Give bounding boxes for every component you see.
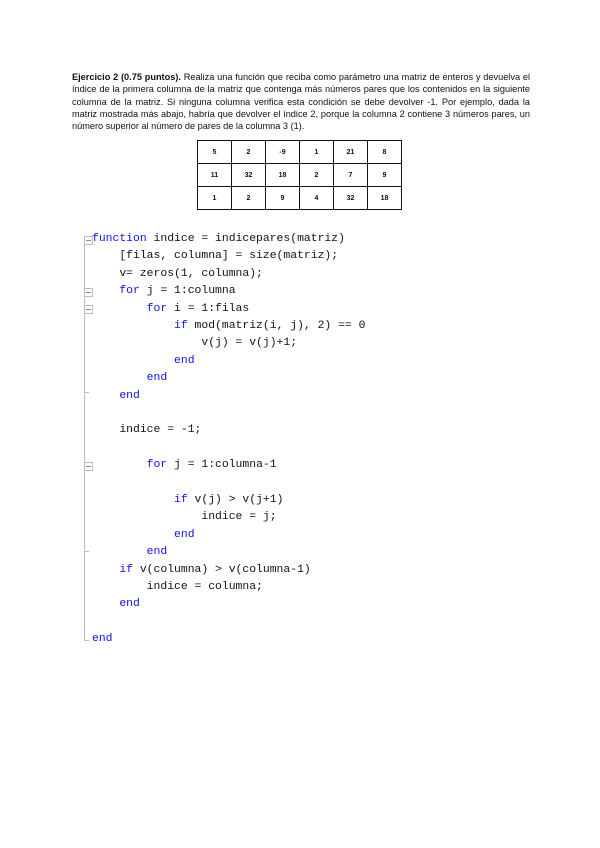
code-line (92, 596, 140, 613)
matrix-row (198, 141, 402, 164)
code-line (92, 248, 338, 265)
code-line (92, 318, 365, 335)
code-text: indice = indicepares(matriz) (146, 233, 345, 245)
code-text: j = 1:columna-1 (167, 459, 277, 472)
fold-end-marker (84, 640, 89, 641)
matrix-cell: 4 (300, 187, 334, 210)
exercise-body: Realiza una función que reciba como parámetro una matriz de enteros y devuelva el índice de la primera columna de la matriz que contenga más números pares que los contenidos en la siguiente columna de la matriz. Si ninguna columna verifica esta condición se debe devolver -1. Por ejemplo, dada la matriz mostrada más abajo, habría que devolver el índice 2, porque la columna 2 contiene 3 números pares, un número superior al número de pares de la columna 3 (1). (72, 72, 530, 132)
matrix-cell: 2 (232, 187, 266, 210)
code-keyword: end (92, 528, 195, 541)
code-keyword: end (92, 389, 140, 402)
code-keyword: end (92, 546, 168, 559)
code-line (92, 335, 297, 352)
code-line (92, 631, 113, 648)
matrix-cell: 11 (198, 164, 232, 187)
matrix-cell: 32 (334, 187, 368, 210)
code-text: indice = -1; (92, 424, 202, 437)
code-text: v= zeros(1, columna); (92, 267, 263, 280)
code-text: v(columna) > v(columna-1) (133, 563, 311, 576)
code-line (92, 527, 195, 544)
matrix-cell: 9 (368, 164, 402, 187)
matrix-cell: 18 (266, 164, 300, 187)
code-keyword: if (92, 494, 188, 506)
exercise-statement (72, 71, 530, 132)
matrix-cell: 21 (334, 141, 368, 164)
matrix-row (198, 187, 402, 210)
code-line (92, 353, 195, 370)
code-line (92, 562, 311, 579)
matrix-cell: 1 (198, 187, 232, 210)
code-keyword: for (92, 285, 140, 298)
fold-end-marker (84, 551, 89, 552)
code-keyword: for (92, 302, 168, 315)
code-text: [filas, columna] = size(matriz); (92, 250, 339, 263)
code-keyword: for (92, 459, 168, 472)
code-line (92, 266, 263, 283)
code-line (92, 388, 140, 405)
matrix-row (198, 164, 402, 187)
code-line (92, 492, 283, 509)
code-keyword: end (92, 354, 195, 367)
matrix-cell: 1 (300, 141, 334, 164)
code-keyword: end (92, 633, 113, 646)
code-text: mod(matriz(i, j), 2) == 0 (187, 320, 366, 332)
code-keyword: if (92, 320, 188, 332)
code-keyword: end (92, 598, 140, 611)
code-line (92, 301, 249, 318)
code-line (92, 422, 201, 439)
code-line (92, 544, 167, 561)
code-line (92, 579, 263, 596)
code-line (92, 231, 345, 248)
matrix-cell: -9 (266, 141, 300, 164)
code-text: indice = columna; (92, 581, 263, 593)
matrix-cell: 5 (198, 141, 232, 164)
exercise-title: Ejercicio 2 (0.75 puntos). (72, 72, 181, 82)
fold-guide (84, 240, 85, 640)
code-keyword: end (92, 372, 168, 385)
code-text: v(j) = v(j)+1; (92, 337, 298, 350)
matrix-cell: 7 (334, 164, 368, 187)
matrix-cell: 32 (232, 164, 266, 187)
code-text: i = 1:filas (167, 302, 250, 315)
code-text: indice = j; (92, 511, 277, 524)
code-text: j = 1:columna (139, 285, 236, 298)
code-line (92, 509, 277, 526)
code-text: v(j) > v(j+1) (187, 494, 284, 506)
example-matrix (197, 140, 402, 210)
code-keyword: function (92, 233, 147, 245)
code-line (92, 370, 167, 387)
code-line (92, 283, 236, 300)
matrix-cell: 8 (368, 141, 402, 164)
matrix-cell: 18 (368, 187, 402, 210)
code-line (92, 457, 277, 474)
matrix-cell: 9 (266, 187, 300, 210)
code-keyword: if (92, 563, 134, 576)
matrix-cell: 2 (232, 141, 266, 164)
fold-end-marker (84, 392, 89, 393)
matrix-cell: 2 (300, 164, 334, 187)
